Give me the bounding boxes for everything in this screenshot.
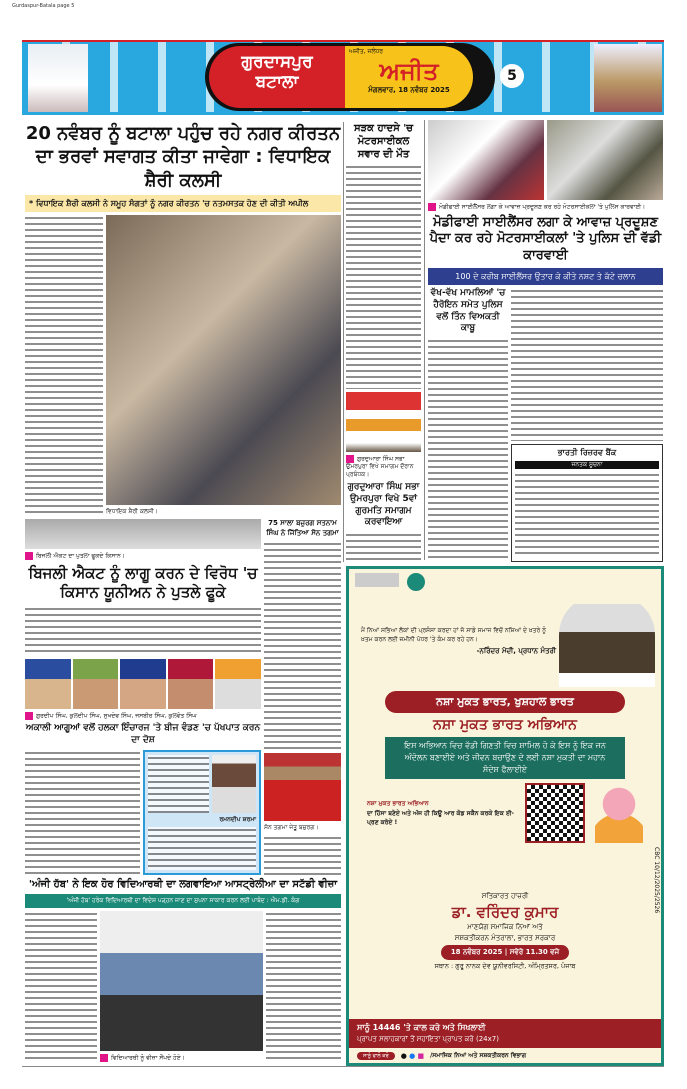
public-notice bbox=[511, 444, 663, 562]
presence-label: ਸਤਿਕਾਰਤ ਹਾਜ਼ਰੀ bbox=[481, 891, 529, 900]
portrait bbox=[215, 659, 261, 709]
edition-name-2: ਬਟਾਲਾ bbox=[255, 72, 299, 92]
department-footer: /ਸਮਾਜਿਕ ਨਿਆਂ ਅਤੇ ਸਸ਼ਕਤੀਕਰਨ ਵਿਭਾਗ bbox=[430, 1052, 527, 1059]
story8-body bbox=[25, 750, 140, 875]
story2-headline: ਸੜਕ ਹਾਦਸੇ 'ਚ ਮੋਟਰਸਾਈਕਲ ਸਵਾਰ ਦੀ ਮੌਤ bbox=[353, 123, 414, 160]
temple-image-right bbox=[594, 44, 662, 112]
qr-title: ਨਸ਼ਾ ਮੁਕਤ ਭਾਰਤ ਅਭਿਆਨ bbox=[367, 799, 429, 807]
story3-body bbox=[511, 288, 663, 441]
story6-photo bbox=[25, 519, 261, 549]
story7-headline: 75 ਸਾਲਾ ਬਜ਼ੁਰਗ ਸਤਨਾਮ ਸਿੰਘ ਨੇ ਜਿੱਤਿਆ ਸੋਨ ਤਗਮਾ bbox=[266, 519, 339, 537]
middle-column bbox=[346, 122, 421, 562]
story3-photo-2 bbox=[547, 120, 663, 200]
left-area bbox=[25, 122, 341, 1062]
story9-body-right bbox=[266, 911, 341, 1062]
masthead bbox=[22, 40, 664, 115]
story7-body-2 bbox=[264, 835, 341, 875]
minister-name: ਡਾ. ਵਰਿੰਦਰ ਕੁਮਾਰ bbox=[451, 902, 559, 921]
portrait bbox=[168, 659, 214, 709]
pm-quote: ਮੈਂ ਨਿਆਂ ਸਭਿਆ ਲੋਕਾਂ ਦੀ ਪ੍ਰਸੰਸਾ ਕਰਦਾ ਹਾਂ ਜੋ ਸਾਡੇ ਸਮਾਜ ਵਿਚੋਂ ਨਸ਼ਿਆਂ ਦੇ ਖ਼ਤਰੇ ਨੂੰ ਖ਼ਤਮ ਕਰਨ ਲਈ ਜ਼ਮੀਨੀ ਪੱਧਰ 'ਤੇ ਕੰਮ ਕਰ ਰਹੇ ਹਨ। bbox=[361, 627, 547, 643]
pm-quote-author: -ਨਰਿੰਦਰ ਮੋਦੀ, ਪ੍ਰਧਾਨ ਮੰਤਰੀ bbox=[476, 647, 556, 655]
story9-body-left bbox=[25, 911, 97, 1062]
qr-text: ਦਾ ਹਿੱਸਾ ਬਣੋਏ ਅਤੇ ਅੱਜ ਹੀ ਕਿਊ ਆਰ ਕੋਡ ਸਕੈਨ ਕਰਕੇ ਇਕ ਈ-ਪ੍ਰਣ ਕਰੋਏ ! bbox=[367, 809, 514, 826]
follow-button: ਸਾਨੂੰ ਫਾਲੋ ਕਰੋ bbox=[357, 1052, 395, 1060]
story3-photo-1 bbox=[428, 120, 544, 200]
story9-subhead: 'ਅੰਜੀ ਹੱਬ' ਹਰੇਕ ਵਿਦਿਆਰਥੀ ਦਾ ਵਿਦੇਸ਼ ਪੜ੍ਹਨ ਜਾਣ ਦਾ ਸੁਪਨਾ ਸਾਕਾਰ ਕਰਨ ਲਈ ਪਾਬੰਦ : ਐਮ.ਡੀ. ਕੰਗ bbox=[25, 894, 341, 908]
social-icons: ● ● ■ bbox=[400, 1052, 425, 1060]
story5-headline: ਗੁਰਦੁਆਰਾ ਸਿੰਘ ਸਭਾ ਉਮਰਪੁਰਾ ਵਿਖੇ 5ਵਾਂ ਗੁਰਮਤਿ ਸਮਾਗਮ ਕਰਵਾਇਆ bbox=[347, 482, 420, 528]
story9-photo bbox=[100, 911, 263, 1051]
ministry-emblem-icon bbox=[355, 573, 399, 587]
notice-title: ਭਾਰਤੀ ਰਿਜ਼ਰਵ ਬੈਂਕ bbox=[557, 448, 617, 457]
story3-caption: ਮੋਡੀਫਾਈ ਸਾਈਲੈਂਸਰ ਲਗਾ ਕੇ ਆਵਾਜ਼ ਪ੍ਰਦੂਸ਼ਣ ਕਰ ਰਹੇ ਮੋਟਰਸਾਈਕਲਾਂ 'ਤੇ ਪੁਲਿਸ ਕਾਰਵਾਈ। bbox=[428, 203, 663, 212]
story3-subhead: 100 ਦੇ ਕਰੀਬ ਸਾਈਲੈਂਸਰ ਉਤਾਰ ਕੇ ਕੀਤੇ ਨਸ਼ਟ ਤੇ ਕੱਟੇ ਚਲਾਨ bbox=[428, 268, 663, 285]
portrait bbox=[73, 659, 119, 709]
temple-image-left bbox=[28, 44, 88, 112]
helpline-text-2: ਪ੍ਰਾਪਤ ਸਲਾਹਕਾਰਾਂ ਤੋਂ ਸਹਾਇਤਾ ਪ੍ਰਾਪਤ ਕਰੋ (24x7) bbox=[357, 1035, 499, 1043]
right-area bbox=[428, 120, 663, 562]
edition-oval bbox=[205, 43, 495, 111]
page-number: 5 bbox=[500, 64, 524, 88]
box-caption: ਰਮਨਦੀਪ ਸ਼ਰਮਾ bbox=[219, 815, 256, 823]
event-datetime: 18 ਨਵੰਬਰ 2025 | ਸਵੇਰੇ 11.30 ਵਜੇ bbox=[441, 945, 569, 960]
story1-body bbox=[25, 215, 103, 516]
column-rule bbox=[424, 120, 425, 560]
ad-code: CBC 10/12/2025/2526 bbox=[653, 847, 660, 914]
story6-headline: ਬਿਜਲੀ ਐਕਟ ਨੂੰ ਲਾਗੂ ਕਰਨ ਦੇ ਵਿਰੋਧ 'ਚ ਕਿਸਾਨ ਯੂਨੀਅਨ ਨੇ ਪੁਤਲੇ ਫੂਕੇ bbox=[28, 563, 258, 602]
publisher: ਅਜੀਤ, ਜਲੰਧਰ bbox=[349, 48, 384, 55]
story5-photo bbox=[346, 392, 421, 452]
campaign-logo-icon bbox=[407, 573, 425, 591]
qr-code[interactable] bbox=[525, 783, 585, 843]
story1-photo bbox=[106, 215, 341, 505]
pm-photo bbox=[559, 595, 655, 687]
story1-headline: 20 ਨਵੰਬਰ ਨੂੰ ਬਟਾਲਾ ਪਹੁੰਚ ਰਹੇ ਨਗਰ ਕੀਰਤਨ ਦਾ ਭਰਵਾਂ ਸਵਾਗਤ ਕੀਤਾ ਜਾਵੇਗਾ : ਵਿਧਾਇਕ ਸ਼ੈਰੀ ਕਲਸੀ bbox=[25, 123, 341, 191]
portrait bbox=[120, 659, 166, 709]
nasha-mukt-ad bbox=[346, 566, 664, 1066]
portrait bbox=[25, 659, 71, 709]
story3-headline: ਮੋਡੀਫਾਈ ਸਾਈਲੈਂਸਰ ਲਗਾ ਕੇ ਆਵਾਜ਼ ਪ੍ਰਦੂਸ਼ਣ ਪੈਦਾ ਕਰ ਰਹੇ ਮੋਟਰਸਾਈਕਲਾਂ 'ਤੇ ਪੁਲਿਸ ਦੀ ਵੱਡੀ ਕਾਰਵਾਈ bbox=[429, 214, 662, 264]
event-venue: ਸਥਾਨ : ਗੁਰੂ ਨਾਨਕ ਦੇਵ ਯੂਨੀਵਰਸਿਟੀ, ਅੰਮ੍ਰਿਤਸਰ, ਪੰਜਾਬ bbox=[434, 961, 576, 970]
edition-name: ਗੁਰਦਾਸਪੁਰ bbox=[241, 52, 313, 72]
story9-caption: ਵਿਦਿਆਰਥੀ ਨੂੰ ਵੀਜ਼ਾ ਸੌਂਪਦੇ ਹੋਏ। bbox=[100, 1054, 263, 1063]
story6-caption: ਬਿਜਲੀ ਐਕਟ ਦਾ ਪੁਤਲਾ ਫੂਕਦੇ ਕਿਸਾਨ। bbox=[25, 552, 261, 561]
helpline-bar bbox=[349, 1019, 661, 1048]
print-slug: Gurdaspur-Batala page 5 bbox=[12, 3, 75, 9]
banner-2: ਨਸ਼ਾ ਮੁਕਤ ਭਾਰਤ ਅਭਿਆਨ bbox=[433, 717, 577, 733]
story5-body bbox=[346, 532, 421, 562]
story5-caption: ਗੁਰਦੁਆਰਾ ਸਿੰਘ ਸਭਾ ਉਮਰਪੁਰਾ ਵਿਖੇ ਸਮਾਗਮ ਦੌਰਾਨ ਪ੍ਰਬੰਧਕ। bbox=[346, 455, 414, 479]
story8-box bbox=[143, 750, 261, 875]
portraits-caption: ਗੁਰਦੀਪ ਸਿੰਘ, ਕੁਲਦੀਪ ਸਿੰਘ, ਸੁਖਦੇਵ ਸਿੰਘ, ਜਸਬੀਰ ਸਿੰਘ, ਕੁਲਵੰਤ ਸਿੰਘ bbox=[25, 712, 261, 721]
story7-photo bbox=[264, 753, 341, 821]
helpline-text: ਸਾਨੂੰ 14446 'ਤੇ ਕਾਲ ਕਰੋ ਅਤੇ ਸਿਖਲਾਈ bbox=[357, 1023, 486, 1032]
issue-date: ਮੰਗਲਵਾਰ, 18 ਨਵੰਬਰ 2025 bbox=[368, 86, 450, 94]
story9-headline: 'ਅੰਜੀ ਹੱਬ' ਨੇ ਇਕ ਹੋਰ ਵਿਦਿਆਰਥੀ ਦਾ ਲਗਵਾਇਆ ਆਸਟ੍ਰੇਲੀਆ ਦਾ ਸਟੱਡੀ ਵੀਜ਼ਾ bbox=[28, 878, 338, 890]
story2-body bbox=[346, 164, 421, 389]
story8-headline: ਅਕਾਲੀ ਆਗੂਆਂ ਵਲੋਂ ਹਲਕਾ ਇੰਚਾਰਜ 'ਤੇ ਬੀਜ ਵੰਡਣ 'ਚ ਪੱਖਪਾਤ ਕਰਨ ਦਾ ਦੋਸ਼ bbox=[25, 723, 261, 746]
campaign-message: ਇਸ ਅਭਿਆਨ ਵਿਚ ਵੱਡੀ ਗਿਣਤੀ ਵਿਚ ਸ਼ਾਮਿਲ ਹੋ ਕੇ ਇਸ ਨੂੰ ਇਕ ਜਨ ਅੰਦੋਲਨ ਬਣਾਈਏ ਅਤੇ ਜੀਵਨ ਬਚਾਉਣ ਦੇ ਲਈ ਨਸ਼ਾ ਮੁਕਤੀ ਦਾ ਮਹਾਨ ਸੰਦੇਸ਼ ਫੈਲਾਈਏ bbox=[385, 737, 625, 779]
page-bottom-rule bbox=[22, 1066, 664, 1067]
story1-subhead: * ਵਿਧਾਇਕ ਸ਼ੈਰੀ ਕਲਸੀ ਨੇ ਸਮੂਹ ਸੰਗਤਾਂ ਨੂੰ ਨਗਰ ਕੀਰਤਨ 'ਚ ਨਤਮਸਤਕ ਹੋਣ ਦੀ ਕੀਤੀ ਅਪੀਲ bbox=[25, 195, 341, 212]
story7-body bbox=[264, 541, 341, 750]
story4-body bbox=[428, 338, 508, 562]
box-portrait bbox=[212, 755, 256, 813]
story7-caption: ਸੋਨ ਤਗਮਾ ਜੇਤੂ ਬਜ਼ੁਰਗ। bbox=[264, 823, 319, 831]
column-rule bbox=[343, 122, 344, 562]
ministry-line-1: ਮਾਣਯੋਗ ਸਮਾਜਿਕ ਨਿਆਂ ਅਤੇ bbox=[467, 922, 543, 931]
story6-body bbox=[25, 606, 261, 656]
paper-logo: ਅਜੀਤ bbox=[379, 57, 439, 85]
notice-bar: ਜਨਤਕ ਸੂਚਨਾ bbox=[515, 461, 659, 469]
portraits-row bbox=[25, 659, 261, 709]
lotus-mascot-icon bbox=[595, 783, 643, 843]
story1-caption: ਵਿਧਾਇਕ ਸ਼ੈਰੀ ਕਲਸੀ। bbox=[106, 508, 158, 516]
ministry-line-2: ਸਸ਼ਕਤੀਕਰਨ ਮੰਤਰਾਲਾ, ਭਾਰਤ ਸਰਕਾਰ bbox=[454, 933, 556, 942]
banner-1: ਨਸ਼ਾ ਮੁਕਤ ਭਾਰਤ, ਖੁਸ਼ਹਾਲ ਭਾਰਤ bbox=[385, 691, 625, 713]
story4-headline: ਵੱਖ-ਵੱਖ ਮਾਮਲਿਆਂ 'ਚ ਹੈਰੋਇਨ ਸਮੇਤ ਪੁਲਿਸ ਵਲੋਂ ਤਿੰਨ ਵਿਅਕਤੀ ਕਾਬੂ bbox=[430, 288, 506, 334]
